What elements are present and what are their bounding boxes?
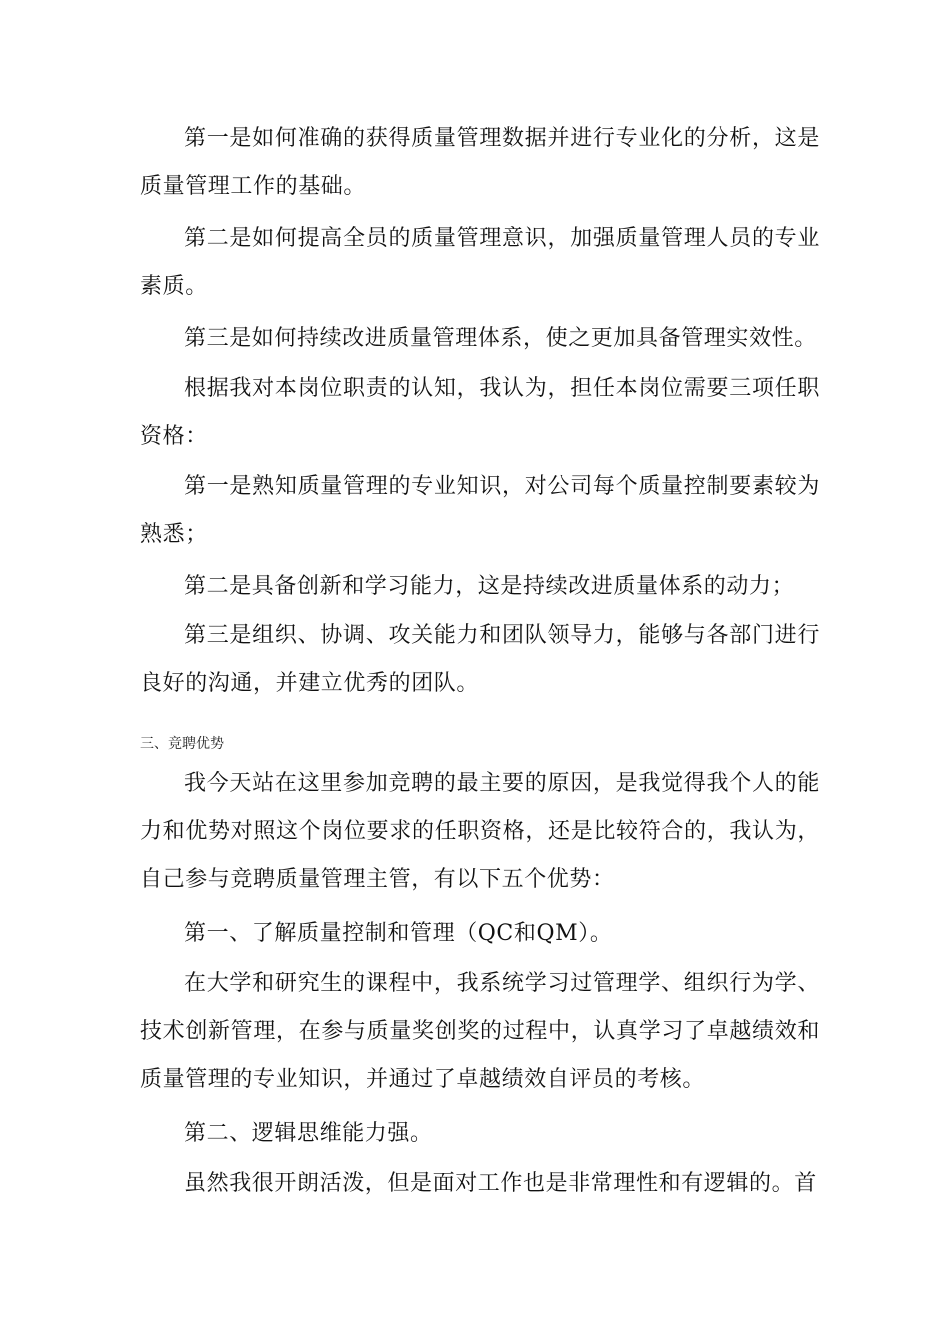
paragraph-competition-reason: 我今天站在这里参加竞聘的最主要的原因，是我觉得我个人的能力和优势对照这个岗位要求的任职资格，还是比较符合的，我认为，自己参与竞聘质量管理主管，有以下五个优势： [140, 771, 820, 892]
paragraph-advantage-one: 第一、了解质量控制和管理（QC和QM）。 [184, 921, 613, 946]
paragraph-qualification-innovation: 第二是具备创新和学习能力，这是持续改进质量体系的动力； [184, 574, 795, 599]
paragraph-qualification-knowledge: 第一是熟知质量管理的专业知识，对公司每个质量控制要素较为熟悉； [140, 474, 820, 547]
section-heading: 三、竞聘优势 [140, 736, 224, 752]
paragraph-logical-thinking: 虽然我很开朗活泼，但是面对工作也是非常理性和有逻辑的。首 [184, 1171, 817, 1196]
paragraph-qualification-leadership: 第三是组织、协调、攻关能力和团队领导力，能够与各部门进行良好的沟通，并建立优秀的团队。 [140, 623, 820, 696]
paragraph-system-improvement: 第三是如何持续改进质量管理体系，使之更加具备管理实效性。 [184, 326, 817, 351]
paragraph-advantage-two: 第二、逻辑思维能力强。 [184, 1121, 433, 1146]
paragraph-qualifications-intro: 根据我对本岗位职责的认知，我认为，担任本岗位需要三项任职资格： [140, 376, 820, 449]
paragraph-data-analysis: 第一是如何准确的获得质量管理数据并进行专业化的分析，这是质量管理工作的基础。 [140, 126, 820, 199]
paragraph-quality-awareness: 第二是如何提高全员的质量管理意识，加强质量管理人员的专业素质。 [140, 226, 820, 299]
paragraph-education: 在大学和研究生的课程中，我系统学习过管理学、组织行为学、技术创新管理，在参与质量奖创奖的过程中，认真学习了卓越绩效和质量管理的专业知识，并通过了卓越绩效自评员的考核。 [140, 971, 820, 1092]
